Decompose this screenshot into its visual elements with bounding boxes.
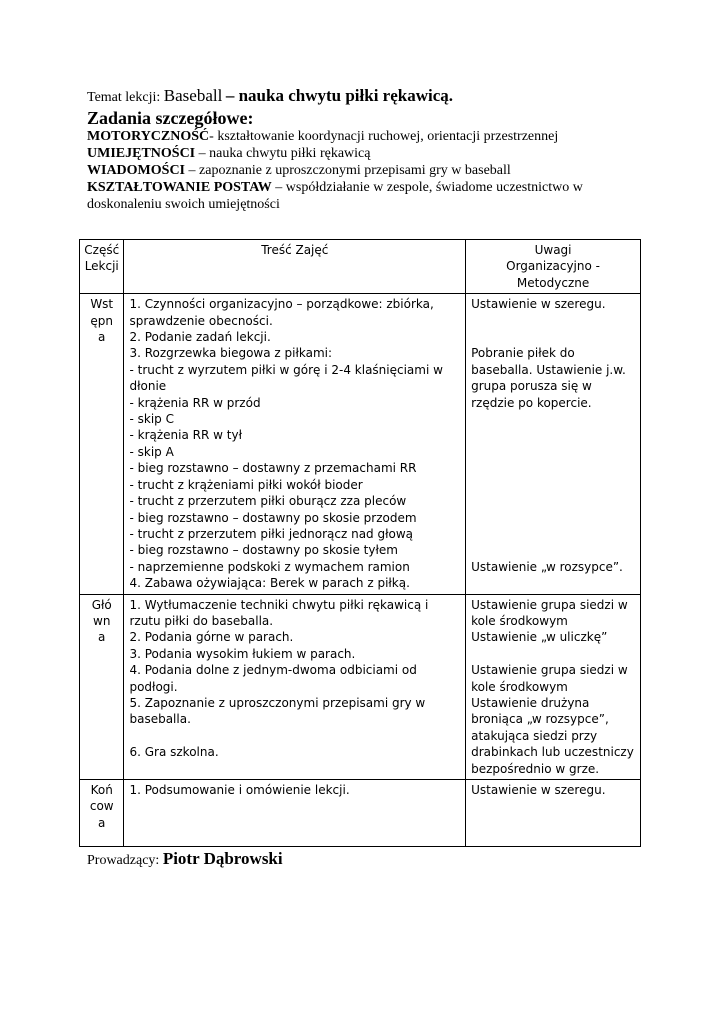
content-item: 5. Zapoznanie z uproszczonymi przepisami gry w baseballa.	[129, 695, 426, 727]
part-cell	[80, 594, 124, 779]
header-content: Treść Zajęć	[124, 240, 466, 294]
content-item: - krążenia RR w tył	[129, 428, 242, 443]
content-item: - bieg rozstawno – dostawny po skosie przodem	[129, 510, 417, 525]
content-spacer	[129, 728, 460, 744]
lesson-header	[87, 86, 657, 213]
table-row-end	[80, 779, 641, 846]
note-item: Ustawienie „w rozsypce”.	[471, 559, 623, 574]
note-item: Ustawienie w szeregu.	[471, 297, 606, 312]
task-text: - kształtowanie koordynacji ruchowej, orientacji przestrzennej	[209, 129, 559, 144]
content-item: - trucht z wyrzutem piłki w górę i 2-4 klaśnięciami w dłonie	[129, 362, 443, 394]
header-notes-line: Uwagi	[534, 243, 572, 257]
header-part	[80, 240, 124, 294]
part-line: wn	[93, 613, 111, 628]
notes-cell	[466, 294, 641, 594]
part-line: a	[98, 815, 106, 830]
lesson-topic	[87, 86, 657, 108]
content-item: 1. Wytłumaczenie techniki chwytu piłki rękawicą i rzutu piłki do baseballa.	[129, 597, 429, 628]
content-cell	[124, 594, 466, 779]
header-notes	[466, 240, 641, 294]
topic-main: Baseball	[163, 86, 223, 105]
content-item: 4. Zabawa ożywiająca: Berek w parach z piłką.	[129, 576, 410, 591]
note-spacer	[471, 493, 635, 509]
content-item: - trucht z krążeniami piłki wokół bioder	[129, 477, 363, 492]
note-spacer	[471, 411, 635, 427]
topic-description: – nauka chwytu piłki rękawicą.	[225, 86, 454, 105]
content-item: - trucht z przerzutem piłki jednorącz nad głową	[129, 526, 414, 541]
content-item: 3. Podania wysokim łukiem w parach.	[129, 646, 356, 661]
content-item: 2. Podanie zadań lekcji.	[129, 330, 271, 345]
note-item: Ustawienie w szeregu.	[471, 782, 606, 797]
header-part-line: Lekcji	[84, 259, 119, 274]
lesson-footer	[87, 849, 283, 871]
task-line-attitudes	[87, 179, 657, 213]
content-item: - trucht z przerzutem piłki oburącz zza pleców	[129, 494, 407, 509]
content-item: - naprzemienne podskoki z wymachem ramion	[129, 559, 410, 574]
notes-cell	[466, 594, 641, 779]
content-item: - bieg rozstawno – dostawny po skosie tyłem	[129, 543, 398, 558]
task-line-skills	[87, 145, 657, 162]
part-line: Wst	[90, 297, 114, 312]
teacher-name: Piotr Dąbrowski	[162, 849, 283, 868]
topic-label: Temat lekcji:	[87, 90, 161, 105]
part-line: ępn	[90, 313, 114, 328]
part-line: Koń	[90, 782, 113, 797]
task-key: WIADOMOŚCI	[87, 163, 186, 178]
header-notes-line: Organizacyjno - Metodyczne	[506, 259, 600, 290]
note-item: Pobranie piłek do baseballa. Ustawienie j.w. grupa porusza się w rzędzie po kopercie.	[471, 346, 626, 410]
content-cell	[124, 294, 466, 594]
table-row-intro	[80, 294, 641, 594]
note-spacer	[471, 477, 635, 493]
content-item: 1. Czynności organizacyjno – porządkowe: zbiórka, sprawdzenie obecności.	[129, 297, 434, 328]
note-spacer	[471, 460, 635, 476]
note-spacer	[471, 646, 635, 662]
part-cell	[80, 779, 124, 846]
teacher-label: Prowadzący:	[87, 853, 160, 868]
content-cell	[124, 779, 466, 846]
part-cell	[80, 294, 124, 594]
task-text: – nauka chwytu piłki rękawicą	[195, 146, 371, 161]
part-line: a	[98, 330, 106, 345]
task-line-knowledge	[87, 162, 657, 179]
task-key: MOTORYCZNOŚĆ	[87, 129, 210, 144]
content-item: 3. Rozgrzewka biegowa z piłkami:	[129, 346, 333, 361]
note-spacer	[471, 329, 635, 345]
task-line-motor	[87, 128, 657, 145]
task-text: – zapoznanie z uproszczonymi przepisami gry w baseball	[185, 163, 511, 178]
note-spacer	[471, 509, 635, 525]
content-item: 6. Gra szkolna.	[129, 745, 219, 760]
note-spacer	[471, 313, 635, 329]
content-item: 2. Podania górne w parach.	[129, 630, 294, 645]
note-item: Ustawienie grupa siedzi w kole środkowym	[471, 597, 628, 628]
note-item: Ustawienie grupa siedzi w kole środkowym	[471, 663, 628, 694]
part-line: a	[98, 630, 106, 645]
part-line: cow	[89, 799, 114, 814]
content-item: - bieg rozstawno – dostawny z przemachami RR	[129, 461, 417, 476]
content-item: - krążenia RR w przód	[129, 395, 261, 410]
content-item: - skip C	[129, 412, 174, 427]
header-part-line: Część	[84, 243, 120, 257]
note-item: Ustawienie „w uliczkę”	[471, 630, 608, 645]
table-row-main	[80, 594, 641, 779]
content-item: - skip A	[129, 444, 174, 459]
lesson-table	[79, 239, 641, 847]
note-spacer	[471, 526, 635, 542]
content-item: 4. Podania dolne z jednym-dwoma odbiciami od podłogi.	[129, 663, 417, 694]
note-item: Ustawienie drużyna broniąca „w rozsypce”, atakująca siedzi przy drabinkach lub uczestniczy bezpośrednio w grze.	[471, 695, 634, 776]
note-spacer	[471, 542, 635, 558]
part-line: Głó	[91, 597, 112, 612]
task-key: UMIEJĘTNOŚCI	[87, 146, 196, 161]
content-item: 1. Podsumowanie i omówienie lekcji.	[129, 782, 350, 797]
task-text: – współdziałanie w zespole, świadome uczestnictwo w doskonaleniu swoich umiejętności	[87, 180, 583, 212]
task-key: KSZTAŁTOWANIE POSTAW	[87, 180, 272, 195]
notes-cell	[466, 779, 641, 846]
tasks-heading: Zadania szczegółowe:	[87, 108, 254, 128]
note-spacer	[471, 444, 635, 460]
table-header-row	[80, 240, 641, 294]
note-spacer	[471, 427, 635, 443]
